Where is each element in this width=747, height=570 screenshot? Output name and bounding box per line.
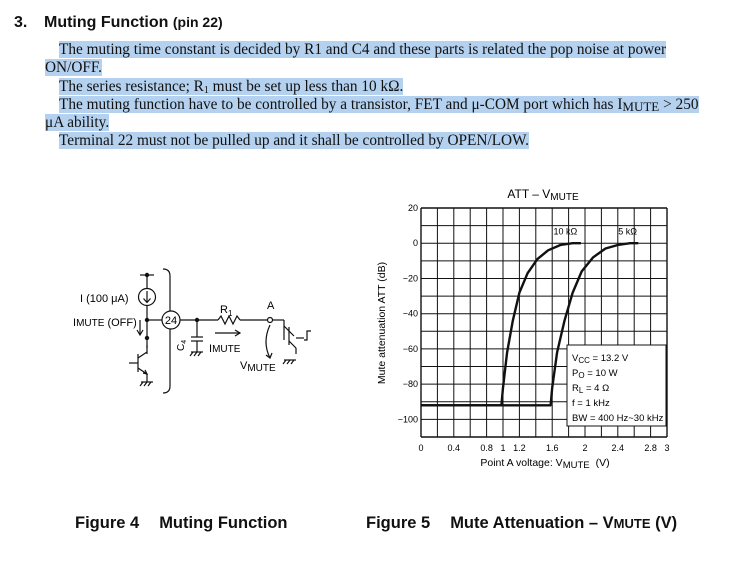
y-axis-ticks: [398, 203, 418, 424]
y-tick-label: −40: [402, 308, 418, 319]
text-part: must be set up less than 10 kΩ.: [208, 77, 404, 95]
figure-5-title-tail: (V): [650, 514, 678, 532]
arrow-imute-label: [209, 343, 241, 355]
y-tick-label: −100: [397, 414, 418, 425]
figure-4-number: Figure 4: [75, 514, 140, 532]
condition-line: [572, 383, 609, 395]
chart-title: [507, 187, 579, 203]
x-tick-label: 2.4: [611, 443, 625, 453]
x-axis-label: [480, 457, 609, 471]
x-axis-label-main: Point A voltage: V: [480, 457, 563, 469]
x-tick-label: 3: [664, 443, 670, 453]
figure-4-title: Muting Function: [159, 514, 288, 532]
y-tick-label: −80: [402, 379, 418, 390]
imute-off-suffix: (OFF): [104, 317, 137, 329]
arrow-imute-sub: MUTE: [212, 344, 241, 355]
attenuation-chart: [376, 187, 670, 471]
x-tick-label: 1.2: [513, 443, 526, 453]
imute-off-main: I: [73, 317, 77, 329]
section-pin-note: (pin 22): [172, 14, 223, 30]
x-tick-label: 2: [582, 443, 588, 453]
y-tick-label: −60: [402, 343, 418, 354]
vmute-main: V: [240, 360, 248, 372]
y-tick-label: 0: [412, 238, 418, 249]
y-axis-label: Mute attenuation ATT (dB): [376, 261, 388, 385]
c4-label: [176, 340, 188, 351]
y-tick-label: −20: [402, 273, 418, 284]
series-label: 5 kΩ: [618, 226, 638, 237]
imute-off-sub: MUTE: [76, 318, 105, 329]
series-line: [421, 243, 581, 405]
condition-value: = 13.2 V: [589, 353, 629, 364]
subscript: MUTE: [622, 98, 660, 114]
chart-title-sub: MUTE: [550, 192, 579, 203]
section-number: 3.: [14, 14, 28, 31]
text-span: The muting time constant is decided by R1 and C4 and these parts is related the pop noise at power: [59, 41, 667, 58]
x-tick-label: 2.8: [644, 443, 657, 453]
condition-symbol: BW: [572, 413, 588, 424]
x-tick-label: 1.6: [545, 443, 559, 453]
node-a-label: A: [267, 300, 275, 312]
figure-5-title: Mute Attenuation – V: [450, 514, 614, 532]
condition-subscript: CC: [578, 356, 590, 365]
text-span: ON/OFF.: [45, 59, 103, 77]
condition-symbol: V: [572, 353, 579, 364]
condition-value: = 4 Ω: [583, 383, 610, 394]
condition-value: = 10 W: [584, 368, 618, 379]
pin-24-label: 24: [164, 315, 178, 327]
x-tick-label: 0: [418, 443, 424, 453]
subscript: 1: [203, 84, 209, 96]
text-part: The series resistance; R: [59, 77, 204, 95]
c4-sub: 4: [181, 339, 188, 344]
x-tick-label: 0.8: [480, 443, 493, 453]
condition-value: = 1 kHz: [574, 398, 610, 409]
condition-subscript: L: [578, 386, 584, 395]
condition-line: [572, 398, 610, 409]
imute-off-label: [73, 317, 137, 329]
figure-5-title-sub: MUTE: [613, 516, 651, 531]
x-axis-label-unit: (V): [595, 457, 610, 469]
text-part: The muting function have to be controlled by a transistor, FET and μ-COM port which has I: [59, 95, 623, 113]
chart-title-main: ATT – V: [507, 187, 551, 201]
x-axis-ticks: [418, 443, 669, 453]
text-part: > 250: [659, 95, 699, 113]
r1-label: [220, 304, 233, 318]
series-label: 10 kΩ: [553, 226, 578, 237]
r1-main: R: [220, 304, 228, 316]
condition-value: = 400 Hz~30 kHz: [587, 413, 664, 424]
condition-subscript: O: [578, 371, 585, 380]
vmute-sub: MUTE: [247, 363, 276, 374]
arrow-imute-main: I: [209, 343, 213, 355]
condition-line: [572, 413, 664, 424]
muting-circuit-diagram: [129, 269, 311, 393]
current-source-label: I (100 μA): [80, 293, 129, 305]
figure-4-caption: [75, 514, 287, 533]
c4-main: C: [176, 343, 187, 351]
section-title: Muting Function: [44, 14, 169, 31]
x-tick-label: 0.4: [447, 443, 461, 453]
condition-symbol: f: [572, 398, 575, 409]
y-tick-label: 20: [407, 203, 418, 213]
text-span: Terminal 22 must not be pulled up and it shall be controlled by OPEN/LOW.: [59, 132, 529, 150]
condition-symbol: P: [572, 368, 579, 379]
figure-5-number: Figure 5: [366, 514, 431, 532]
condition-symbol: R: [572, 383, 579, 394]
vmute-label: [240, 360, 276, 374]
x-tick-label: 1: [500, 443, 506, 453]
figure-5-caption: [366, 514, 677, 533]
text-span: μA ability.: [45, 114, 110, 132]
r1-sub: 1: [227, 309, 233, 318]
series-labels: [553, 226, 637, 236]
x-axis-label-sub: MUTE: [562, 460, 590, 471]
